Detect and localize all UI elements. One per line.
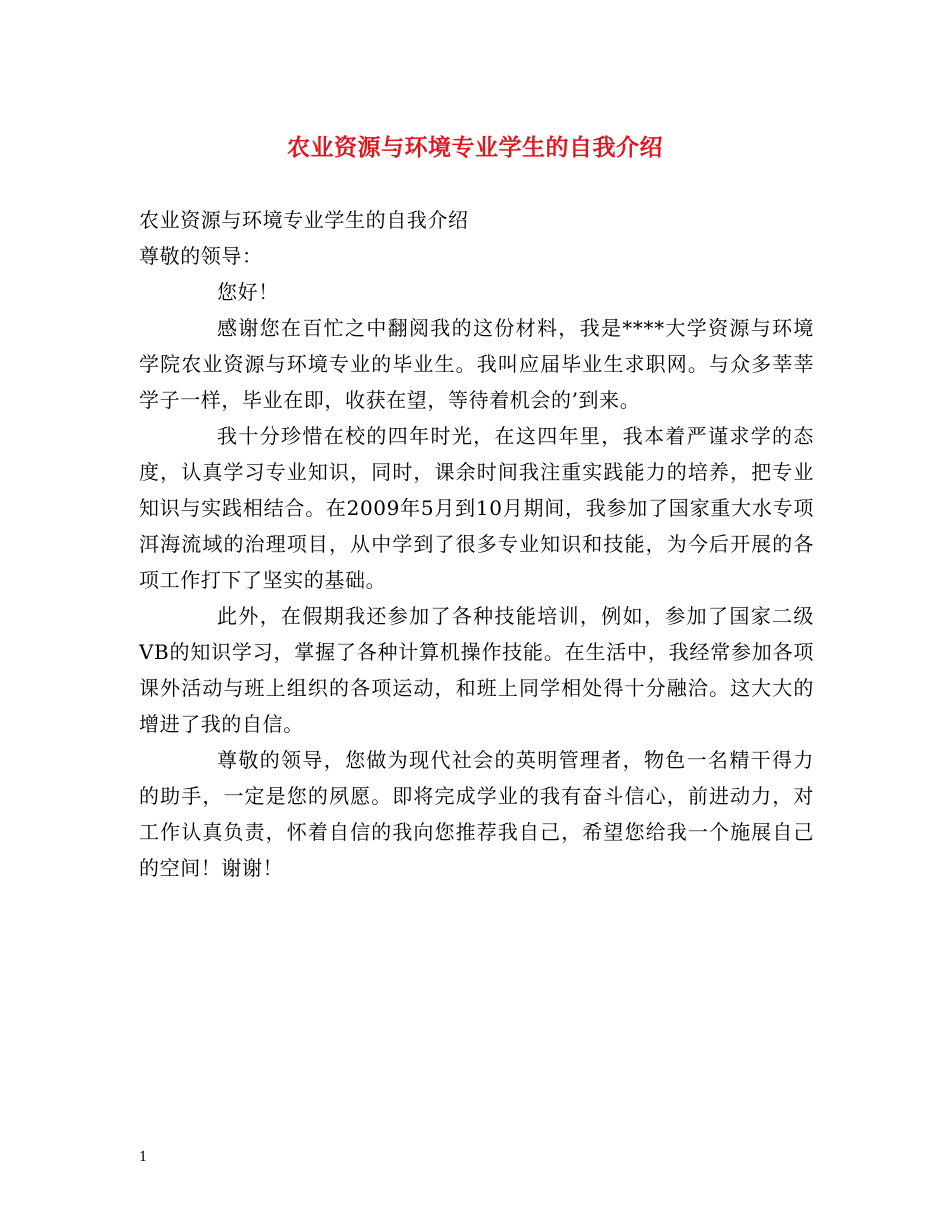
heading-line: 农业资源与环境专业学生的自我介绍 xyxy=(139,208,469,232)
page-number: 1 xyxy=(139,1150,148,1165)
paragraph-thanks: 感谢您在百忙之中翻阅我的这份材料，我是****大学资源与环境学院农业资源与环境专业的毕业生。我叫应届毕业生求职网。与众多莘莘学子一样，毕业在即，收获在望，等待着机会的’到来。 xyxy=(139,316,814,412)
document-body xyxy=(139,202,814,886)
paragraph-training: 此外，在假期我还参加了各种技能培训，例如，参加了国家二级VB的知识学习，掌握了各种计算机操作技能。在生活中，我经常参加各项课外活动与班上组织的各项运动，和班上同学相处得十分融洽。这大大的增进了我的自信。 xyxy=(139,604,814,736)
paragraph-closing: 尊敬的领导，您做为现代社会的英明管理者，物色一名精干得力的助手，一定是您的夙愿。即将完成学业的我有奋斗信心，前进动力，对工作认真负责，怀着自信的我向您推荐我自己，希望您给我一个施展自己的空间！谢谢！ xyxy=(139,748,814,880)
greeting: 您好！ xyxy=(217,280,279,304)
paragraph-study: 我十分珍惜在校的四年时光，在这四年里，我本着严谨求学的态度，认真学习专业知识，同时，课余时间我注重实践能力的培养，把专业知识与实践相结合。在2009年5月到10月期间，我参加了国家重大水专项洱海流域的治理项目，从中学到了很多专业知识和技能，为今后开展的各项工作打下了坚实的基础。 xyxy=(139,424,814,592)
salutation: 尊敬的领导： xyxy=(139,244,263,268)
document-title: 农业资源与环境专业学生的自我介绍 xyxy=(287,134,663,161)
